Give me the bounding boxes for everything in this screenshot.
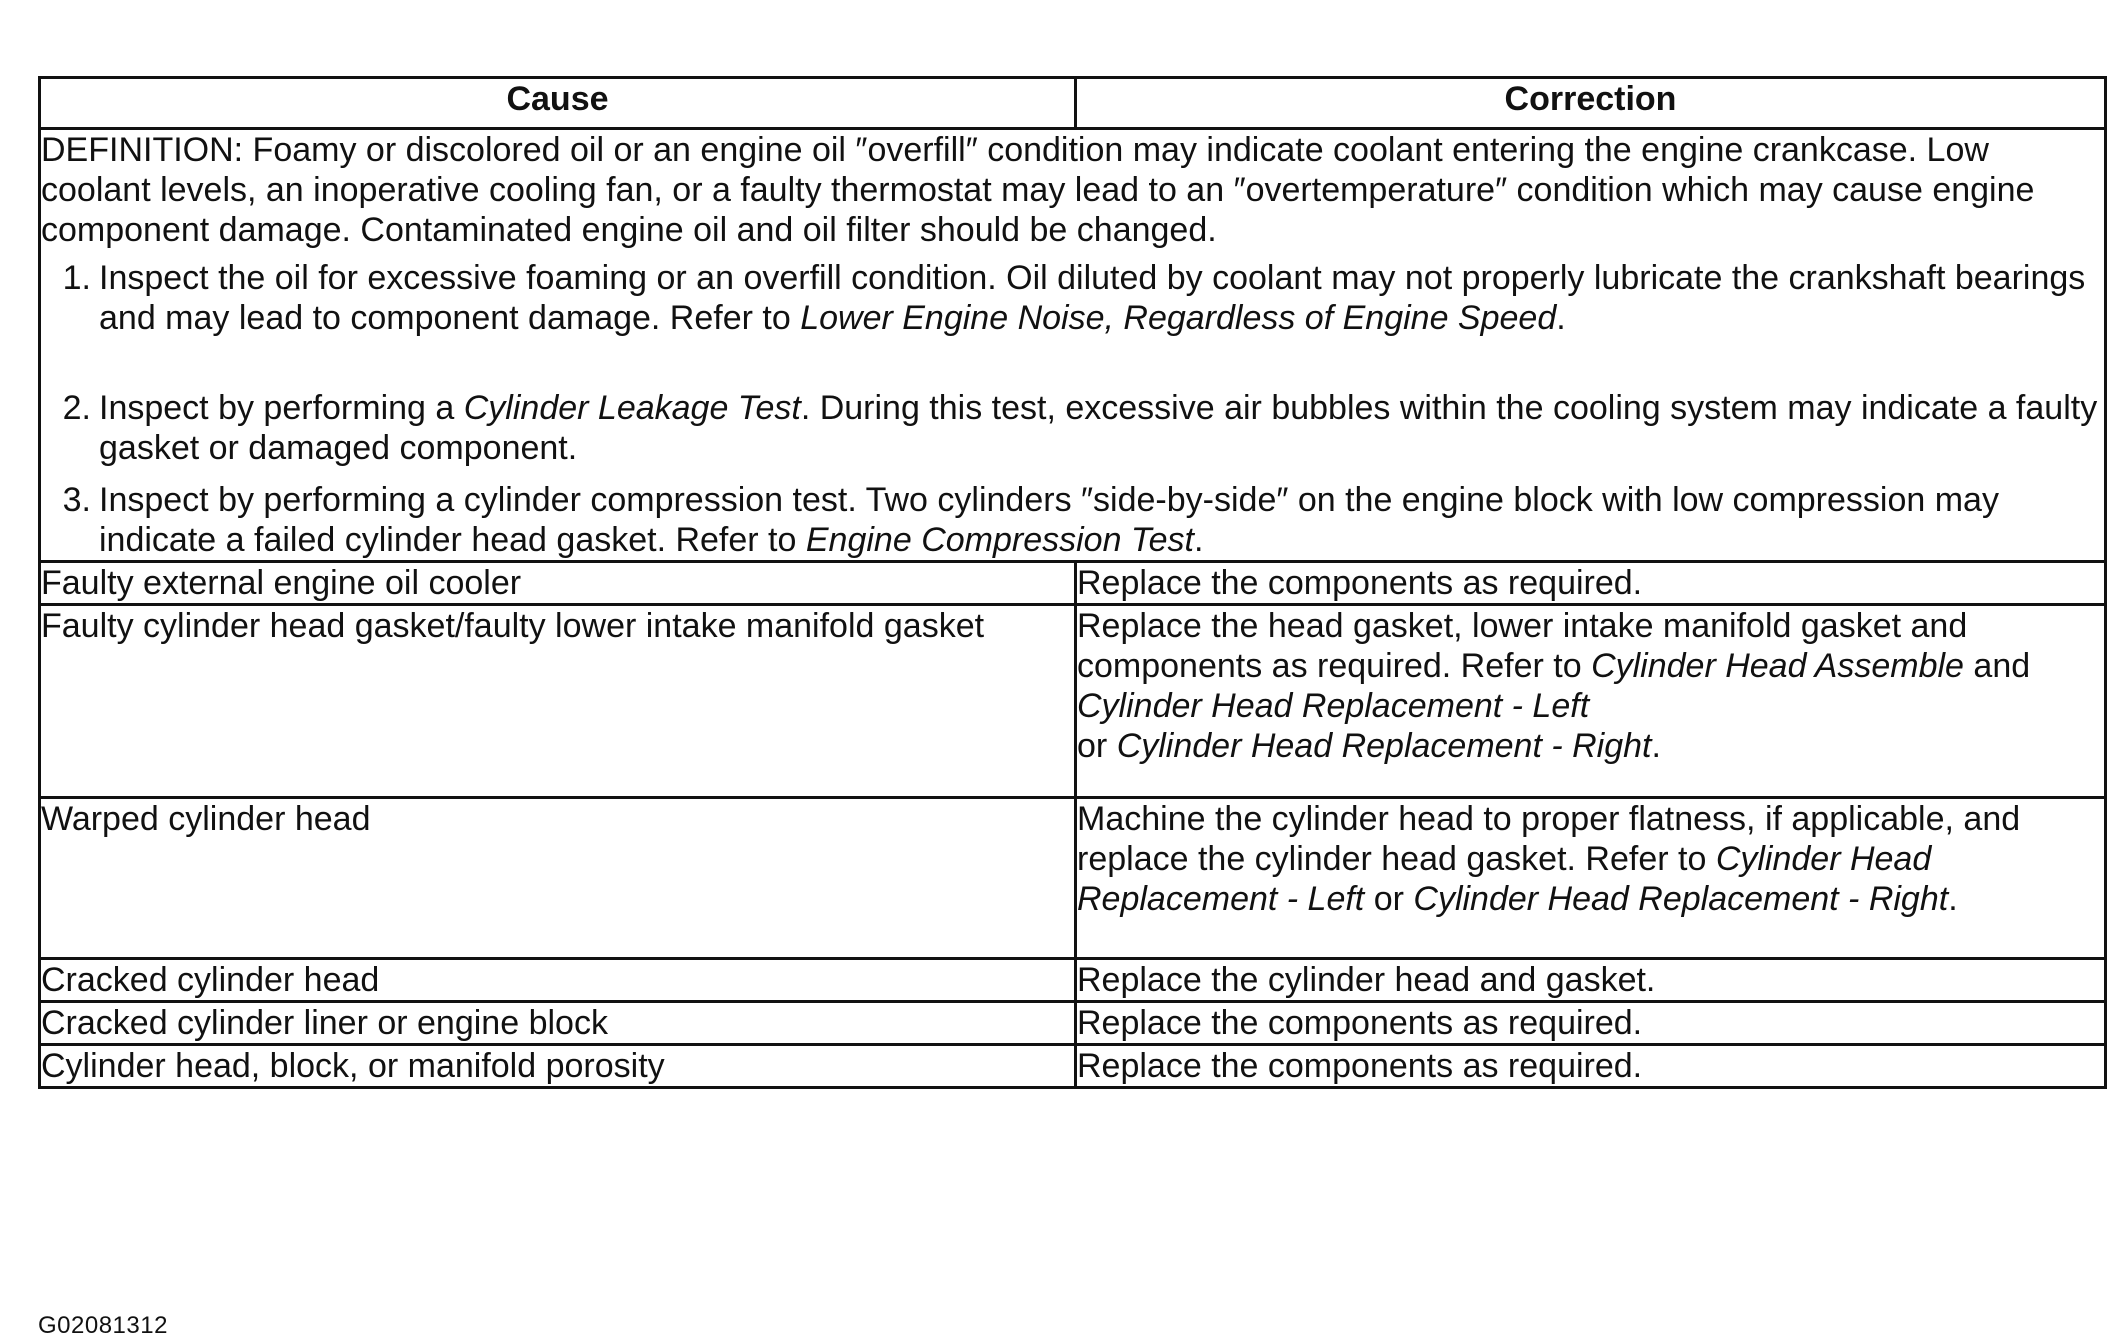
step-3 [62,480,2104,560]
table-row [40,562,2106,605]
correction-text: Replace the components as required. [1077,1004,1643,1042]
cause-cell: Cracked cylinder head [40,959,1076,1002]
correction-text: . [1651,727,1661,765]
step-number: 1. [62,259,91,297]
correction-reference: Cylinder Head Replacement - Right [1413,880,1949,918]
step-reference: Lower Engine Noise, Regardless of Engine Speed [800,299,1557,337]
step-reference: Engine Compression Test [805,521,1194,559]
correction-reference: Cylinder Head Assemble [1591,647,1964,685]
cause-header: Cause [40,78,1076,129]
step-2 [62,388,2104,468]
correction-text: and [1963,647,2031,685]
correction-header: Correction [1076,78,2106,129]
correction-text: . [1948,880,1958,918]
correction-text: Replace the cylinder head and gasket. [1077,961,1656,999]
correction-reference: Cylinder Head Replacement - Left [1077,687,1590,725]
table-row [40,798,2106,959]
step-text: Inspect the oil for excessive foaming or an overfill condition. Oil diluted by coolant may not properly lubricate the crankshaft bearings and may lead to component damage. Refer to [99,259,2086,337]
correction-cell [1076,1045,2106,1088]
definition-row [40,129,2106,562]
cause-cell: Warped cylinder head [40,798,1076,959]
table-row [40,605,2106,798]
definition-cell [40,129,2106,562]
table-row [40,1045,2106,1088]
cause-cell: Faulty cylinder head gasket/faulty lower intake manifold gasket [40,605,1076,798]
inspection-steps [41,258,2104,560]
correction-cell [1076,1002,2106,1045]
step-text-end: . [1193,521,1204,559]
correction-text: Replace the components as required. [1077,1047,1643,1085]
step-text: Inspect by performing a cylinder compression test. Two cylinders ″side-by-side″ on the engine block with low compression may indicate a failed cylinder head gasket. Refer to [99,481,1999,559]
correction-text: Replace the head gasket, lower intake manifold gasket and components as required. Refer to [1077,607,1968,685]
figure-code: G02081312 [38,1312,168,1339]
step-reference: Cylinder Leakage Test [463,389,801,427]
correction-reference: Cylinder Head Replacement - Left [1077,840,1932,918]
step-text-end: . During this test, excessive air bubbles within the cooling system may indicate a faulty gasket or damaged component. [99,389,2098,467]
correction-cell [1076,605,2106,798]
correction-cell [1076,959,2106,1002]
correction-cell [1076,798,2106,959]
correction-text: Replace the components as required. [1077,564,1643,602]
diagnostic-table-container [38,76,2104,1339]
step-number: 2. [62,389,91,427]
correction-cell [1076,562,2106,605]
correction-text: Machine the cylinder head to proper flatness, if applicable, and replace the cylinder head gasket. Refer to [1077,800,2021,878]
step-1 [62,258,2104,338]
cause-cell: Faulty external engine oil cooler [40,562,1076,605]
step-text-end: . [1556,299,1566,337]
table-row [40,959,2106,1002]
diagnostic-table [38,76,2107,1089]
table-row [40,1002,2106,1045]
step-number: 3. [62,481,91,519]
header-row [40,78,2106,129]
step-text: Inspect by performing a [99,389,464,427]
correction-text: or [1364,880,1414,918]
definition-text: DEFINITION: Foamy or discolored oil or an engine oil ″overfill″ condition may indicate coolant entering the engine crankcase. Low coolant levels, an inoperative cooling fan, or a faulty thermostat may lead to an ″overtemperature″ condition which may cause engine component damage. Contaminated engine oil and oil filter should be changed. [41,131,2035,249]
correction-reference: Cylinder Head Replacement - Right [1116,727,1652,765]
cause-cell: Cracked cylinder liner or engine block [40,1002,1076,1045]
cause-cell: Cylinder head, block, or manifold porosity [40,1045,1076,1088]
correction-text: or [1077,727,1117,765]
